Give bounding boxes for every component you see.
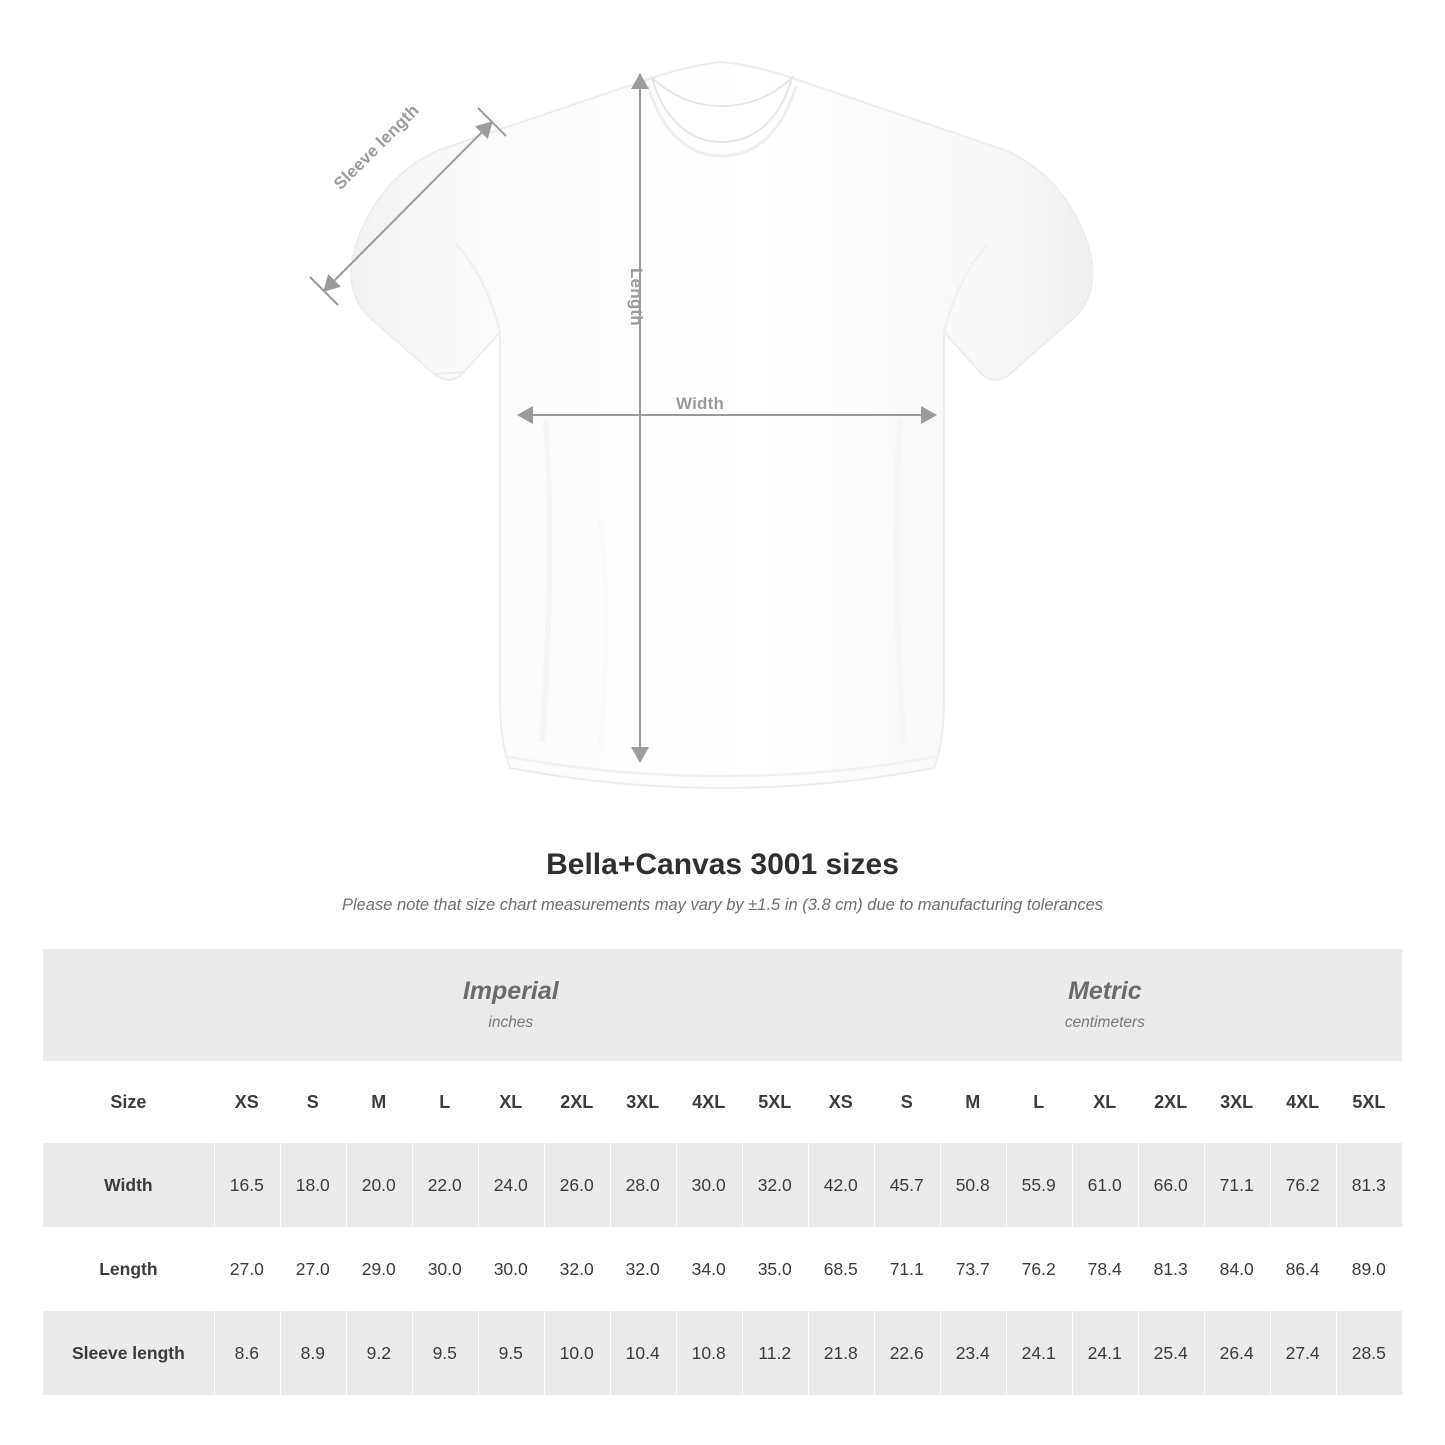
cell-width-xl-cm: 61.0 [1072, 1143, 1138, 1227]
cell-length-xs-cm: 68.5 [808, 1227, 874, 1311]
unit-header-row [43, 949, 1402, 1061]
page-title: Bella+Canvas 3001 sizes [546, 848, 899, 881]
cell-width-xl: 24.0 [478, 1143, 544, 1227]
cell-sleeve-3xl-cm: 26.4 [1204, 1311, 1270, 1395]
table-row [43, 1227, 1402, 1311]
cell-width-2xl: 26.0 [544, 1143, 610, 1227]
row-label-length: Length [43, 1227, 214, 1311]
size-header-cell: 2XL [544, 1061, 610, 1143]
cell-sleeve-2xl: 10.0 [544, 1311, 610, 1395]
cell-width-4xl: 30.0 [676, 1143, 742, 1227]
cell-width-2xl-cm: 66.0 [1138, 1143, 1204, 1227]
cell-length-s: 27.0 [280, 1227, 346, 1311]
cell-width-4xl-cm: 76.2 [1270, 1143, 1336, 1227]
table-row [43, 1143, 1402, 1227]
cell-sleeve-xl: 9.5 [478, 1311, 544, 1395]
cell-width-5xl: 32.0 [742, 1143, 808, 1227]
cell-width-5xl-cm: 81.3 [1336, 1143, 1402, 1227]
cell-length-5xl-cm: 89.0 [1336, 1227, 1402, 1311]
cell-sleeve-m-cm: 23.4 [940, 1311, 1006, 1395]
cell-sleeve-s: 8.9 [280, 1311, 346, 1395]
cell-sleeve-l-cm: 24.1 [1006, 1311, 1072, 1395]
cell-sleeve-3xl: 10.4 [610, 1311, 676, 1395]
cell-width-m-cm: 50.8 [940, 1143, 1006, 1227]
cell-length-s-cm: 71.1 [874, 1227, 940, 1311]
table-row [43, 1311, 1402, 1395]
cell-length-m: 29.0 [346, 1227, 412, 1311]
title-block [0, 848, 1445, 915]
size-header-cell: 5XL [742, 1061, 808, 1143]
cell-length-4xl-cm: 86.4 [1270, 1227, 1336, 1311]
size-header-cell: L [412, 1061, 478, 1143]
size-header-cell: S [874, 1061, 940, 1143]
cell-width-3xl: 28.0 [610, 1143, 676, 1227]
cell-width-l-cm: 55.9 [1006, 1143, 1072, 1227]
unit-header-metric [808, 949, 1402, 1061]
cell-length-xs: 27.0 [214, 1227, 280, 1311]
cell-length-2xl: 32.0 [544, 1227, 610, 1311]
cell-width-l: 22.0 [412, 1143, 478, 1227]
cell-length-xl: 30.0 [478, 1227, 544, 1311]
length-label: Length [627, 268, 646, 326]
size-header-cell: L [1006, 1061, 1072, 1143]
size-header-cell: M [940, 1061, 1006, 1143]
cell-length-xl-cm: 78.4 [1072, 1227, 1138, 1311]
cell-sleeve-m: 9.2 [346, 1311, 412, 1395]
cell-width-xs: 16.5 [214, 1143, 280, 1227]
cell-sleeve-xs-cm: 21.8 [808, 1311, 874, 1395]
size-table-wrapper [43, 949, 1402, 1395]
size-header-cell: 4XL [1270, 1061, 1336, 1143]
size-header-cell: M [346, 1061, 412, 1143]
cell-length-l: 30.0 [412, 1227, 478, 1311]
cell-sleeve-5xl-cm: 28.5 [1336, 1311, 1402, 1395]
cell-sleeve-s-cm: 22.6 [874, 1311, 940, 1395]
cell-sleeve-5xl: 11.2 [742, 1311, 808, 1395]
unit-name-metric: Metric [1068, 977, 1142, 1006]
size-table [43, 949, 1402, 1395]
unit-header-spacer [43, 949, 214, 1061]
size-header-cell: 3XL [610, 1061, 676, 1143]
cell-length-3xl-cm: 84.0 [1204, 1227, 1270, 1311]
size-header-cell: 2XL [1138, 1061, 1204, 1143]
size-header-cell: XL [478, 1061, 544, 1143]
unit-name-imperial: Imperial [462, 977, 559, 1006]
cell-sleeve-xl-cm: 24.1 [1072, 1311, 1138, 1395]
size-header-label: Size [43, 1061, 214, 1143]
size-header-cell: 4XL [676, 1061, 742, 1143]
cell-length-m-cm: 73.7 [940, 1227, 1006, 1311]
size-header-cell: XS [214, 1061, 280, 1143]
unit-header-imperial [214, 949, 808, 1061]
cell-sleeve-xs: 8.6 [214, 1311, 280, 1395]
width-label: Width [676, 394, 725, 413]
sleeve-length-label: Sleeve length [330, 100, 423, 194]
cell-length-5xl: 35.0 [742, 1227, 808, 1311]
unit-sub-imperial: inches [488, 1013, 534, 1031]
size-header-cell: S [280, 1061, 346, 1143]
cell-sleeve-l: 9.5 [412, 1311, 478, 1395]
cell-length-3xl: 32.0 [610, 1227, 676, 1311]
size-header-cell: 3XL [1204, 1061, 1270, 1143]
size-header-cell: XS [808, 1061, 874, 1143]
size-header-row [43, 1061, 1402, 1143]
cell-sleeve-4xl-cm: 27.4 [1270, 1311, 1336, 1395]
cell-sleeve-4xl: 10.8 [676, 1311, 742, 1395]
size-header-cell: XL [1072, 1061, 1138, 1143]
unit-sub-metric: centimeters [1064, 1013, 1145, 1031]
cell-width-s: 18.0 [280, 1143, 346, 1227]
cell-length-4xl: 34.0 [676, 1227, 742, 1311]
cell-sleeve-2xl-cm: 25.4 [1138, 1311, 1204, 1395]
cell-width-m: 20.0 [346, 1143, 412, 1227]
cell-width-s-cm: 45.7 [874, 1143, 940, 1227]
row-label-sleeve-length: Sleeve length [43, 1311, 214, 1395]
cell-length-l-cm: 76.2 [1006, 1227, 1072, 1311]
cell-length-2xl-cm: 81.3 [1138, 1227, 1204, 1311]
tolerance-note: Please note that size chart measurements may vary by ±1.5 in (3.8 cm) due to manufacturing tolerances [341, 896, 1104, 914]
size-header-cell: 5XL [1336, 1061, 1402, 1143]
cell-width-xs-cm: 42.0 [808, 1143, 874, 1227]
cell-width-3xl-cm: 71.1 [1204, 1143, 1270, 1227]
row-label-width: Width [43, 1143, 214, 1227]
